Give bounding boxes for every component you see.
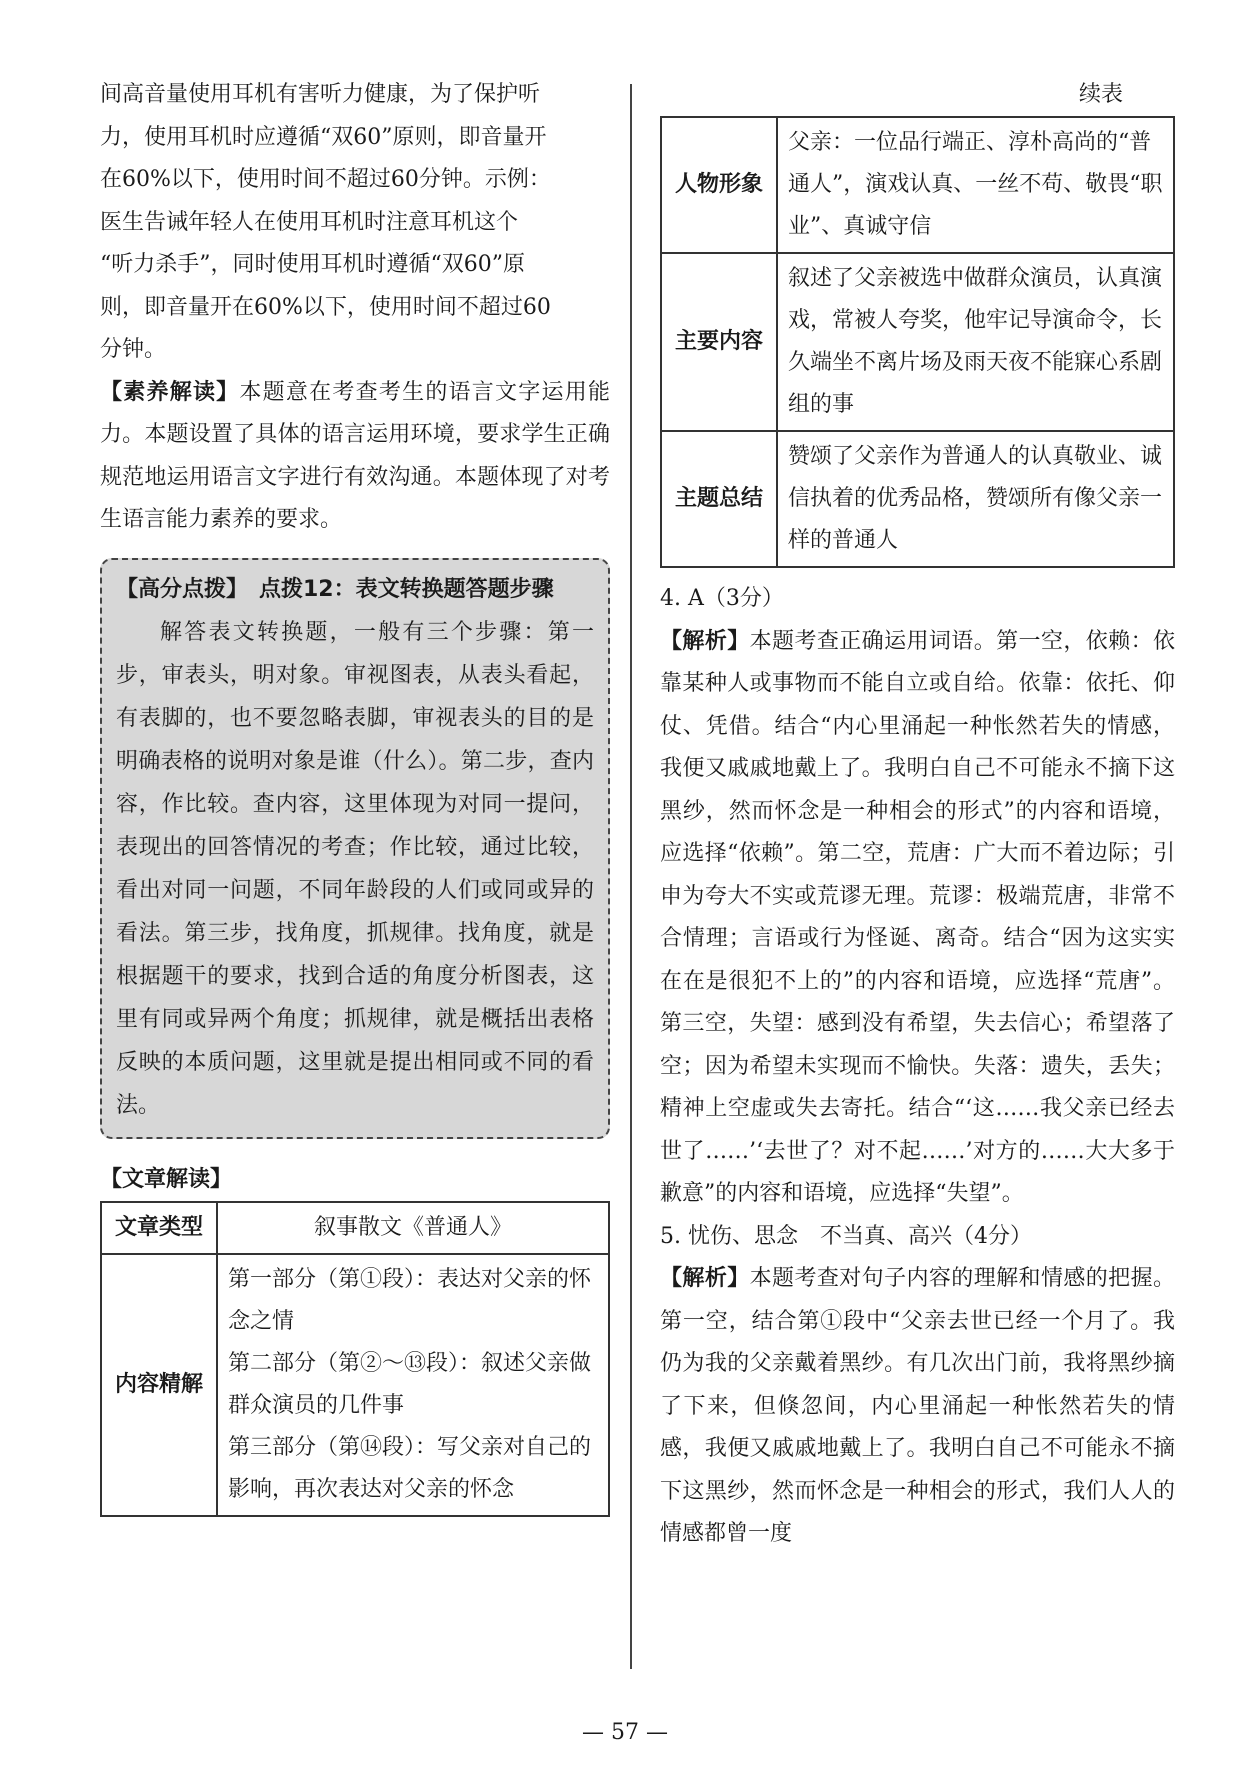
analysis-tag: 【解析】 [660,628,750,654]
text-line: 则，即音量开在60%以下，使用时间不超过60 [100,294,551,320]
literacy-paragraph [100,372,610,542]
content-label: 内容精解 [101,1254,217,1516]
analysis-text: 本题考查对句子内容的理解和情感的把握。第一空，结合第①段中“父亲去世已经一个月了。我仍为我的父亲戴着黑纱。有几次出门前，我将黑纱摘了下来，但倏忽间，内心里涌起一种怅然若失的情感，我便又戚戚地戴上了。我明白自己不可能永不摘下这黑纱，然而怀念是一种相会的形式，我们人人的情感都曾一度 [660,1266,1175,1546]
row-value: 叙述了父亲被选中做群众演员，认真演戏，常被人夸奖，他牢记导演命令，长久端坐不离片场及雨天夜不能寐心系剧组的事 [777,253,1174,431]
table-row [661,117,1174,253]
article-type-label: 文章类型 [101,1202,217,1254]
table-row [101,1254,609,1516]
literacy-tag: 【素养解读】 [100,379,240,405]
table-row [101,1202,609,1254]
row-value: 赞颂了父亲作为普通人的认真敬业、诚信执着的优秀品格，赞颂所有像父亲一样的普通人 [777,431,1174,567]
analysis-text: 本题考查正确运用词语。第一空，依赖：依靠某种人或事物而不能自立或自给。依靠：依托、仰仗、凭借。结合“内心里涌起一种怅然若失的情感，我便又戚戚地戴上了。我明白自己不可能永不摘下这黑纱，然而怀念是一种相会的形式”的内容和语境，应选择“依赖”。第二空，荒唐：广大而不着边际；引申为夸大不实或荒谬无理。荒谬：极端荒唐，非常不合情理；言语或行为怪诞、离奇。结合“因为这实实在在是很犯不上的”的内容和语境，应选择“荒唐”。第三空，失望：感到没有希望，失去信心；希望落了空；因为希望未实现而不愉快。失落：遗失，丢失；精神上空虚或失去寄托。结合“‘这……我父亲已经去世了……’‘去世了？对不起……’对方的……大大多于歉意”的内容和语境，应选择“失望”。 [660,628,1175,1206]
text-line: 分钟。 [100,337,167,362]
content-part: 第一部分（第①段）：表达对父亲的怀念之情 [228,1266,592,1334]
column-divider [630,84,632,1669]
answer-line: 4. A（3分） [660,586,784,611]
row-label: 主要内容 [661,253,777,431]
high-score-tip-box [100,558,610,1139]
text-line: 间高音量使用耳机有害听力健康，为了保护听 [100,82,541,107]
answer-line: 5. 忧伤、思念 不当真、高兴（4分） [660,1223,1032,1249]
article-analysis-table [100,1201,610,1517]
content-cell [217,1254,609,1516]
continued-table [660,116,1175,568]
row-label: 主题总结 [661,431,777,567]
left-column [100,74,610,1517]
text-line: 在60%以下，使用时间不超过60分钟。示例： [100,167,551,192]
table-row [661,253,1174,431]
analysis-tag: 【解析】 [660,1266,750,1291]
literacy-text: 本题意在考查考生的语言文字运用能力。本题设置了具体的语言运用环境，要求学生正确规范地运用语言文字进行有效沟通。本题体现了对考生语言能力素养的要求。 [100,379,610,532]
tip-body: 解答表文转换题，一般有三个步骤：第一步，审表头，明对象。审视图表，从表头看起，有表脚的，也不要忽略表脚，审视表头的目的是明确表格的说明对象是谁（什么）。第二步，查内容，作比较。查内容，这里体现为对同一提问，表现出的回答情况的考查；作比较，通过比较，看出对同一问题，不同年龄段的人们或同或异的看法。第三步，找角度，抓规律。找角度，就是根据题干的要求，找到合适的角度分析图表，这里有同或异两个角度；抓规律，就是概括出表格反映的本质问题，这里就是提出相同或不同的看法。 [116,619,594,1118]
analysis-paragraph [660,621,1175,1216]
article-type-value: 叙事散文《普通人》 [217,1202,609,1254]
intro-paragraph [100,74,610,372]
content-part: 第三部分（第⑭段）：写父亲对自己的影响，再次表达对父亲的怀念 [228,1434,592,1502]
row-label: 人物形象 [661,117,777,253]
answer-item-5 [660,1216,1175,1556]
table-row [661,431,1174,567]
text-line: 医生告诫年轻人在使用耳机时注意耳机这个 [100,209,519,235]
text-line: 力，使用耳机时应遵循“双60”原则，即音量开 [100,124,547,150]
article-section-title: 【文章解读】 [100,1166,233,1192]
tip-heading: 【高分点拨】 点拨12：表文转换题答题步骤 [116,576,554,602]
page-number: — 57 — [582,1720,668,1745]
text-line: “听力杀手”，同时使用耳机时遵循“双60”原 [100,252,525,277]
continued-table-label: 续表 [1078,82,1123,107]
row-value: 父亲：一位品行端正、淳朴高尚的“普通人”，演戏认真、一丝不苟、敬畏“职业”、真诚守信 [777,117,1174,253]
analysis-paragraph [660,1258,1175,1556]
answer-item-4 [660,578,1175,1216]
content-part: 第二部分（第②～⑬段）：叙述父亲做群众演员的几件事 [228,1350,592,1418]
right-column [660,74,1175,1556]
